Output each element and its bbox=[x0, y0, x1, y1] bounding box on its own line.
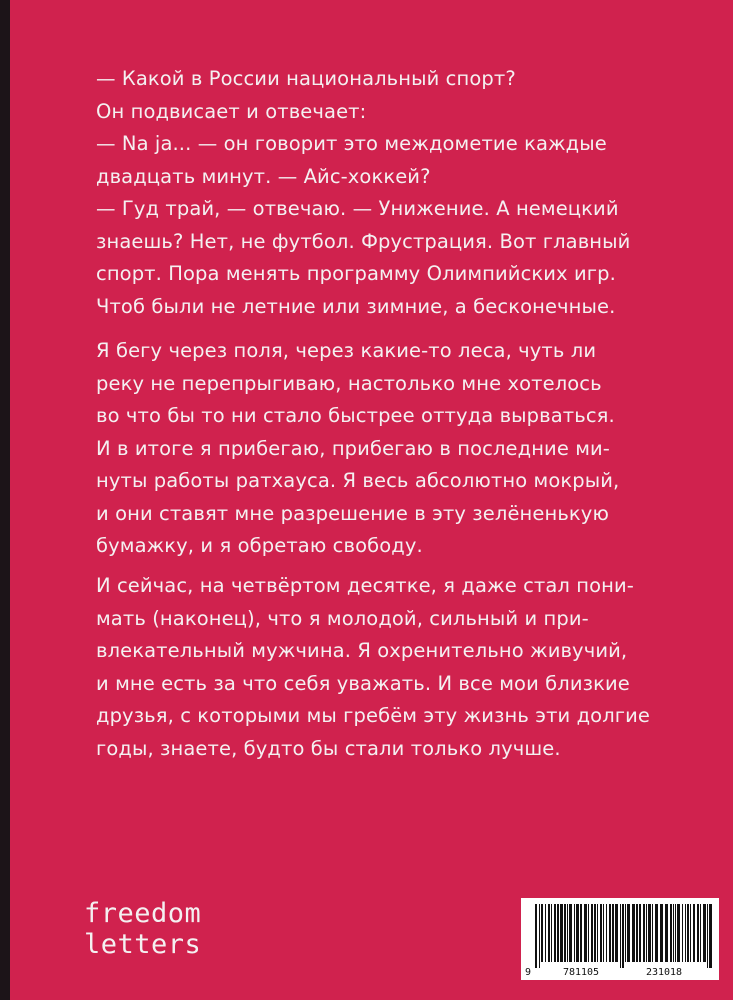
barcode-bar bbox=[588, 904, 589, 962]
barcode-bar bbox=[646, 904, 647, 962]
text-line: Я бегу через поля, через какие-то леса, чуть ли bbox=[96, 339, 597, 362]
barcode-bar bbox=[697, 904, 699, 962]
barcode-bar bbox=[567, 904, 568, 962]
barcode-bar bbox=[685, 904, 686, 962]
barcode-bar bbox=[693, 904, 695, 962]
text-line: Он подвисает и отвечает: bbox=[96, 99, 367, 123]
barcode-bar bbox=[682, 904, 683, 962]
barcode-bar bbox=[548, 904, 550, 962]
barcode-bar bbox=[576, 904, 579, 962]
barcode-bar bbox=[636, 904, 638, 962]
barcode-bars bbox=[535, 904, 712, 968]
text-line: влекательный мужчина. Я охренительно живучий, bbox=[96, 639, 628, 662]
barcode-bar bbox=[597, 904, 598, 962]
text-line: мать (наконец), что я молодой, сильный и при- bbox=[96, 606, 589, 630]
barcode-bar bbox=[687, 904, 689, 962]
barcode-bar bbox=[700, 904, 701, 962]
text-line: спорт. Пора менять программу Олимпийских игр. bbox=[96, 262, 616, 285]
text-line: И в итоге я прибегаю, прибегаю в последние ми- bbox=[96, 436, 610, 460]
barcode-bar bbox=[620, 904, 621, 968]
barcode-bar bbox=[639, 904, 641, 962]
barcode-bar bbox=[564, 904, 566, 962]
text-line: — Na ja... — он говорит это междометие каждые bbox=[96, 132, 607, 155]
barcode-bar bbox=[665, 904, 668, 962]
barcode-bar bbox=[539, 904, 540, 968]
barcode-bar bbox=[707, 904, 708, 968]
barcode-bar bbox=[652, 904, 653, 962]
text-line: — Какой в России национальный спорт? bbox=[96, 67, 516, 90]
barcode-bar bbox=[643, 904, 645, 962]
barcode-bar bbox=[690, 904, 691, 962]
publisher-logo-line: freedom bbox=[84, 898, 202, 929]
text-line: знаешь? Нет, не футбол. Фрустрация. Вот главный bbox=[96, 229, 631, 253]
text-line: бумажку, и я обретаю свободу. bbox=[96, 534, 423, 557]
barcode-bar bbox=[541, 904, 543, 962]
barcode-bar bbox=[609, 904, 611, 962]
barcode-bar bbox=[670, 904, 672, 962]
barcode-bar bbox=[660, 904, 663, 962]
barcode-bar bbox=[594, 904, 596, 962]
barcode-bar bbox=[673, 904, 674, 962]
barcode-lead-digit: 9 bbox=[525, 967, 532, 978]
book-spine bbox=[0, 0, 10, 1000]
barcode-bar bbox=[622, 904, 624, 968]
text-line: во что бы то ни стало быстрее оттуда вырваться. bbox=[96, 404, 615, 427]
barcode-bar bbox=[557, 904, 559, 962]
paragraph-dialogue bbox=[96, 63, 733, 323]
text-line: Чтоб были не летние или зимние, а бесконечные. bbox=[96, 294, 616, 318]
barcode-bar bbox=[535, 904, 537, 968]
barcode-bar bbox=[627, 904, 630, 962]
barcode-bar bbox=[615, 904, 618, 962]
barcode-bar bbox=[703, 904, 706, 962]
barcode-bar bbox=[560, 904, 563, 962]
barcode-bar bbox=[675, 904, 676, 962]
text-line: и мне есть за что себя уважать. И все мои близкие bbox=[96, 671, 630, 695]
text-line: нуты работы ратхауса. Я весь абсолютно мокрый, bbox=[96, 469, 620, 492]
publisher-logo-line: letters bbox=[84, 929, 202, 960]
barcode-digits-left: 781105 bbox=[562, 967, 600, 978]
barcode-bar bbox=[655, 904, 658, 962]
barcode-bar bbox=[677, 904, 680, 962]
barcode-bar bbox=[600, 904, 602, 962]
paragraph-reflection bbox=[96, 570, 733, 765]
text-line: реку не перепрыгиваю, настолько мне хотелось bbox=[96, 371, 602, 395]
barcode-bar bbox=[545, 904, 546, 962]
barcode-bar bbox=[709, 904, 712, 968]
barcode-graphic bbox=[521, 898, 719, 980]
barcode-bar bbox=[632, 904, 635, 962]
barcode-bar bbox=[569, 904, 572, 962]
isbn-barcode bbox=[521, 898, 719, 980]
barcode-bar bbox=[648, 904, 651, 962]
text-line: друзья, с которыми мы гребём эту жизнь эти долгие bbox=[96, 704, 650, 727]
barcode-digits-right: 231018 bbox=[645, 967, 683, 978]
barcode-bar bbox=[612, 904, 614, 962]
publisher-logo bbox=[84, 898, 201, 960]
barcode-bar bbox=[606, 904, 607, 962]
text-line: годы, знаете, будто бы стали только лучше. bbox=[96, 736, 561, 760]
barcode-bar bbox=[625, 904, 626, 962]
barcode-bar bbox=[603, 904, 604, 962]
barcode-bar bbox=[591, 904, 593, 962]
paragraph-escape bbox=[96, 335, 733, 563]
text-line: И сейчас, на четвёртом десятке, я даже стал пони- bbox=[96, 574, 634, 597]
barcode-bar bbox=[574, 904, 575, 962]
barcode-bar bbox=[554, 904, 556, 962]
text-line: — Гуд трай, — отвечаю. — Унижение. А немецкий bbox=[96, 197, 619, 220]
barcode-bar bbox=[580, 904, 582, 962]
barcode-bar bbox=[584, 904, 587, 962]
text-line: и они ставят мне разрешение в эту зелёненькую bbox=[96, 501, 609, 525]
text-line: двадцать минут. — Айс-хоккей? bbox=[96, 164, 431, 188]
barcode-bar bbox=[551, 904, 552, 962]
